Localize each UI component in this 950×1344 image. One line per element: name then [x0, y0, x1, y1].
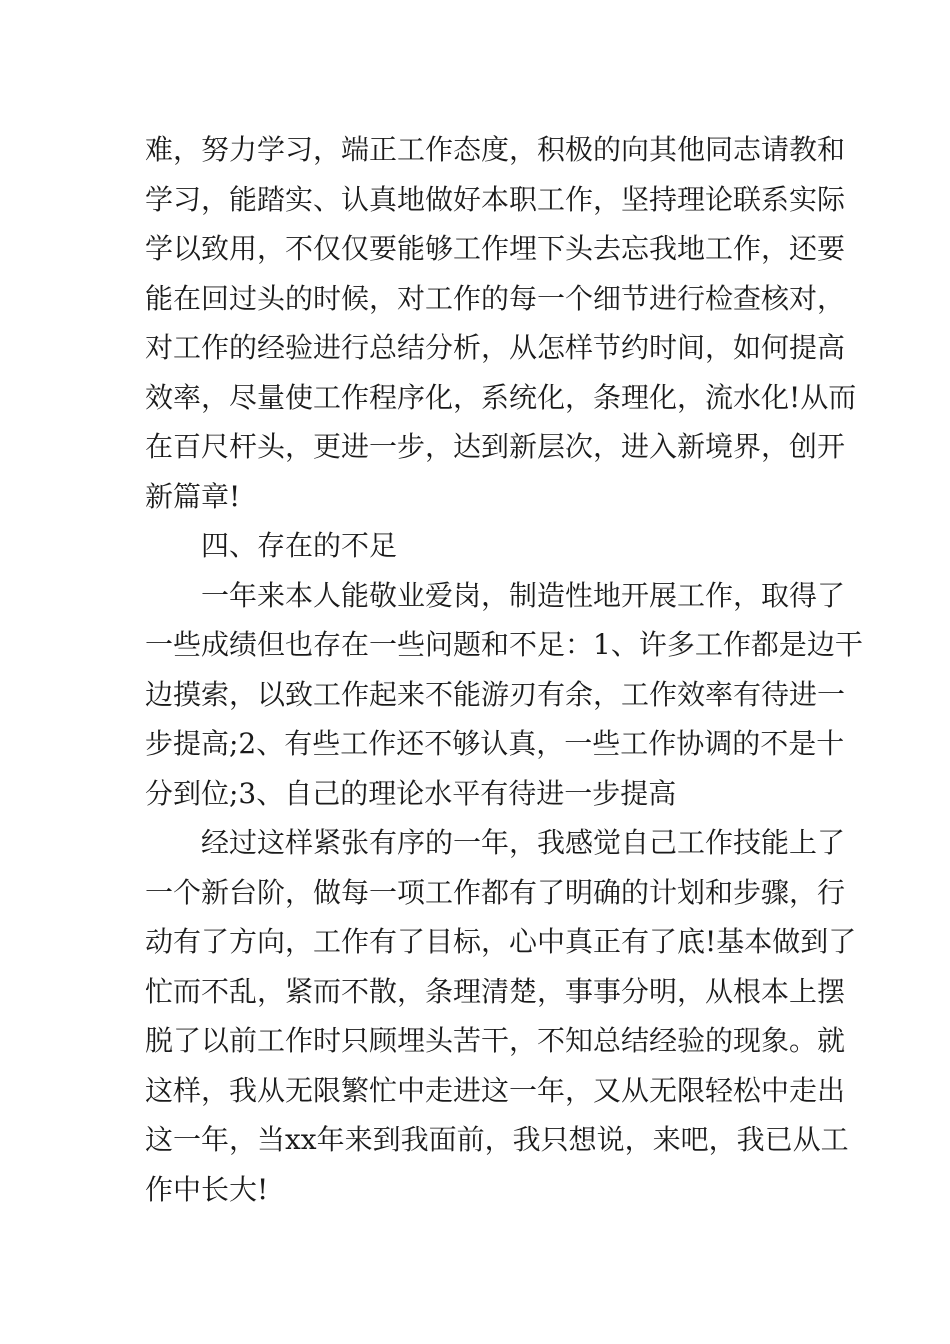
text-line: 效率，尽量使工作程序化，系统化，条理化，流水化!从而 [145, 380, 857, 414]
text-line: 学习，能踏实、认真地做好本职工作，坚持理论联系实际 [145, 182, 846, 216]
text-line: 四、存在的不足 [201, 529, 398, 562]
text-line: 动有了方向，工作有了目标，心中真正有了底!基本做到了 [145, 925, 857, 958]
text-line: 这样，我从无限繁忙中走进这一年，又从无限轻松中走出 [145, 1073, 846, 1107]
text-line: 作中长大! [145, 1172, 269, 1206]
text-line: 经过这样紧张有序的一年，我感觉自己工作技能上了 [201, 826, 846, 859]
text-line: 分到位;3、自己的理论水平有待进一步提高 [145, 776, 677, 810]
text-line: 对工作的经验进行总结分析，从怎样节约时间，如何提高 [145, 331, 846, 364]
text-line: 步提高;2、有些工作还不够认真，一些工作协调的不是十 [145, 727, 845, 760]
text-line: 边摸索，以致工作起来不能游刃有余，工作效率有待进一 [145, 677, 846, 711]
text-line: 在百尺杆头，更进一步，达到新层次，进入新境界，创开 [145, 430, 846, 463]
text-line: 难，努力学习，端正工作态度，积极的向其他同志请教和 [145, 133, 846, 166]
text-line: 新篇章! [145, 479, 241, 513]
text-line: 这一年，当xx年来到我面前，我只想说，来吧，我已从工 [145, 1123, 849, 1156]
text-line: 一些成绩但也存在一些问题和不足：1、许多工作都是边干 [145, 628, 863, 661]
text-line: 一年来本人能敬业爱岗，制造性地开展工作，取得了 [201, 578, 846, 612]
document-body [145, 125, 863, 1214]
text-line: 一个新台阶，做每一项工作都有了明确的计划和步骤，行 [145, 875, 846, 909]
text-line: 脱了以前工作时只顾埋头苦干，不知总结经验的现象。就 [145, 1024, 846, 1057]
text-line: 忙而不乱，紧而不散，条理清楚，事事分明，从根本上摆 [145, 974, 846, 1008]
text-line: 学以致用，不仅仅要能够工作埋下头去忘我地工作，还要 [145, 232, 846, 265]
text-line: 能在回过头的时候，对工作的每一个细节进行检查核对， [145, 281, 846, 315]
